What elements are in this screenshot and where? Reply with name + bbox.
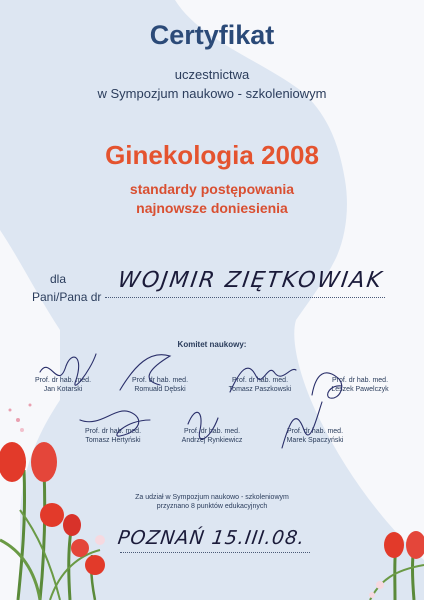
- signature-debski: [120, 355, 170, 390]
- member-title: Prof. dr hab. med.: [183, 428, 241, 435]
- member-name: Romuald Dębski: [134, 386, 186, 393]
- member-title: Prof. dr hab. med.: [34, 377, 92, 384]
- for-label: dla: [50, 272, 67, 286]
- subtitle-symposium: w Sympozjum naukowo - szkoleniowym: [97, 86, 327, 101]
- member-name: Jan Kotarski: [43, 386, 83, 393]
- signature-rynkiewicz: [188, 412, 218, 439]
- member-name: Tomasz Hertyński: [85, 437, 141, 444]
- member-name: Marek Spaczyński: [286, 437, 344, 444]
- member-title: Prof. dr hab. med.: [84, 428, 142, 435]
- certificate-title: Certyfikat: [149, 20, 275, 50]
- footer-text: [0, 493, 424, 511]
- event-name: Ginekologia 2008: [105, 140, 319, 170]
- committee-heading: Komitet naukowy:: [177, 340, 247, 349]
- signature-pawelczyk: [312, 373, 342, 398]
- subtitle-participation: uczestnictwa: [174, 67, 250, 82]
- signature-spaczynski: [282, 402, 322, 448]
- topic-line-2: najnowsze doniesienia: [136, 200, 288, 216]
- member-name: Leszek Pawelczyk: [331, 386, 389, 393]
- recipient-name: WOJMIR ZIĘTKOWIAK: [116, 268, 385, 293]
- member-name: Tomasz Paszkowski: [228, 386, 292, 393]
- place-date-dotted-line: [120, 552, 310, 553]
- member-title: Prof. dr hab. med.: [286, 428, 344, 435]
- signature-paszkowski: [230, 368, 296, 392]
- signature-kotarski: [40, 354, 96, 385]
- member-title: Prof. dr hab. med.: [231, 377, 289, 384]
- member-name: Andrzej Rynkiewicz: [181, 437, 243, 444]
- topic-line-1: standardy postępowania: [129, 181, 295, 197]
- footer-line-2: przyznano 8 punktów edukacyjnych: [156, 503, 268, 510]
- footer-line-1: Za udział w Sympozjum naukowo - szkoleniowym: [135, 494, 289, 501]
- signature-hertynski: [80, 411, 150, 436]
- member-title: Prof. dr hab. med.: [131, 377, 189, 384]
- place-date: POZNAŃ 15.III.08.: [116, 527, 307, 549]
- member-title: Prof. dr hab. med.: [331, 377, 389, 384]
- recipient-label: Pani/Pana dr: [32, 290, 102, 304]
